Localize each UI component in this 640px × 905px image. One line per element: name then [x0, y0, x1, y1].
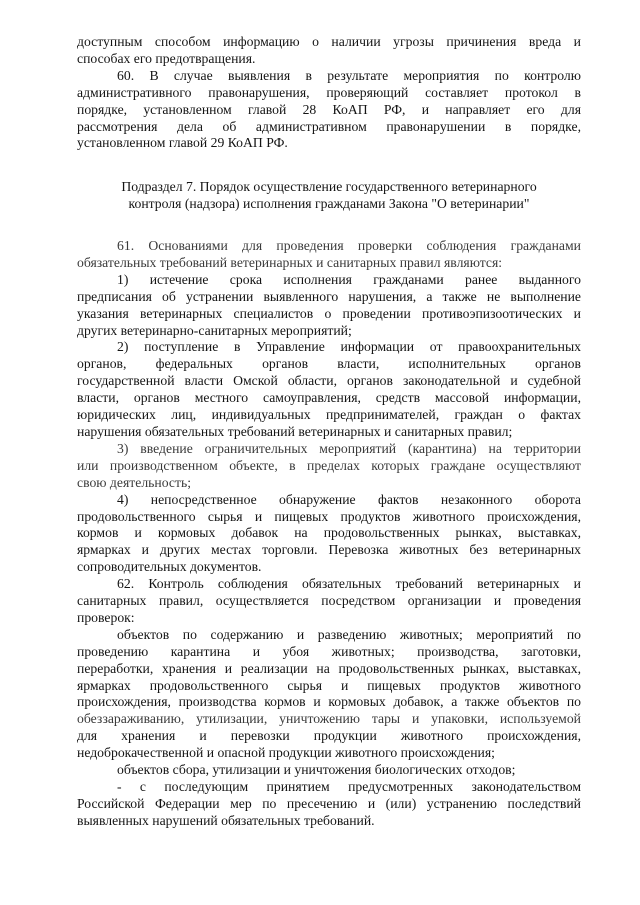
text-line: недоброкачественной и опасной продукции животного происхождения;	[77, 745, 495, 761]
text-line: власти, органов местного самоуправления, средств массовой информации,	[77, 390, 581, 406]
text-line: государственной власти Омской области, органов законодательной и судебной	[77, 373, 581, 389]
text-line: кормов и кормовых добавок на продовольственных рынках, выставках,	[77, 525, 581, 541]
text-line: предписания об устранении выявленного нарушения, а также не выполнение	[77, 288, 581, 304]
text-line: административного правонарушения, проверяющий составляет протокол в	[77, 84, 581, 100]
text-line: происхождения, производства кормов и кормовых добавок, а также объектов по	[77, 694, 581, 710]
text-line: ярмарках и других местах торговли. Перевозка животных без ветеринарных	[77, 542, 581, 558]
heading-line: контроля (надзора) исполнения гражданами Закона "О ветеринарии"	[128, 195, 530, 211]
text-line: свою деятельность;	[77, 474, 192, 490]
text-line: обеззараживанию, утилизации, уничтожению тары и упаковки, используемой	[77, 711, 581, 727]
text-line: объектов по содержанию и разведению животных; мероприятий по	[117, 626, 581, 642]
text-line: 3) введение ограничительных мероприятий (карантина) на территории	[117, 440, 581, 456]
text-line: проведению карантина и убоя животных; производства, заготовки,	[77, 643, 581, 659]
text-line: сопроводительных документов.	[77, 559, 262, 575]
text-line: нарушения обязательных требований ветеринарных и санитарных правил;	[77, 423, 513, 439]
text-line: 62. Контроль соблюдения обязательных требований ветеринарных и	[117, 576, 581, 592]
text-line: 1) истечение срока исполнения гражданами ранее выданного	[117, 271, 581, 287]
text-line: или производственном объекте, в пределах которых граждане осуществляют	[77, 457, 581, 473]
text-line: юридических лиц, индивидуальных предпринимателей, граждан о фактах	[77, 407, 581, 423]
text-line: продовольственного сырья и пищевых продуктов животного происхождения,	[77, 508, 581, 524]
text-line: для хранения и перевозки продукции животного происхождения,	[77, 728, 581, 744]
text-line: объектов сбора, утилизации и уничтожения биологических отходов;	[117, 762, 516, 778]
paragraph-block-top	[77, 34, 581, 152]
text-line: органов, федеральных органов власти, исполнительных органов	[77, 356, 581, 372]
paragraph-block-main	[77, 238, 581, 830]
text-line: проверок:	[77, 609, 135, 625]
text-line: 4) непосредственное обнаружение фактов незаконного оборота	[117, 491, 581, 507]
text-line: санитарных правил, осуществляется посредством организации и проведения	[77, 593, 581, 609]
text-line: Российской Федерации мер по пресечению и (или) устранению последствий	[77, 795, 581, 811]
heading-line: Подраздел 7. Порядок осуществление государственного ветеринарного	[121, 179, 537, 194]
text-line: способах его предотвращения.	[77, 50, 256, 66]
section-heading	[77, 179, 581, 213]
text-line: указания ветеринарных специалистов о проведении противоэпизоотических и	[77, 305, 581, 321]
text-line: рассмотрения дела об административном правонарушении в порядке,	[77, 118, 581, 134]
text-line: доступным способом информацию о наличии угрозы причинения вреда и	[77, 34, 581, 49]
text-line: порядке, установленном главой 28 КоАП РФ, и направляет его для	[77, 101, 581, 117]
text-line: 2) поступление в Управление информации от правоохранительных	[117, 339, 581, 355]
text-line: ярмарках продовольственного сырья и пищевых продуктов животного	[77, 677, 581, 693]
text-line: переработки, хранения и реализации на продовольственных рынках, выставках,	[77, 660, 581, 676]
text-line: - с последующим принятием предусмотренных законодательством	[117, 779, 581, 794]
text-line: установленном главой 29 КоАП РФ.	[77, 135, 288, 151]
text-line: выявленных нарушений обязательных требований.	[77, 812, 375, 828]
text-line: 61. Основаниями для проведения проверки соблюдения гражданами	[117, 238, 581, 253]
text-line: других ветеринарно-санитарных мероприятий;	[77, 322, 352, 338]
text-line: обязательных требований ветеринарных и санитарных правил являются:	[77, 254, 503, 270]
text-line: 60. В случае выявления в результате мероприятия по контролю	[117, 67, 581, 83]
